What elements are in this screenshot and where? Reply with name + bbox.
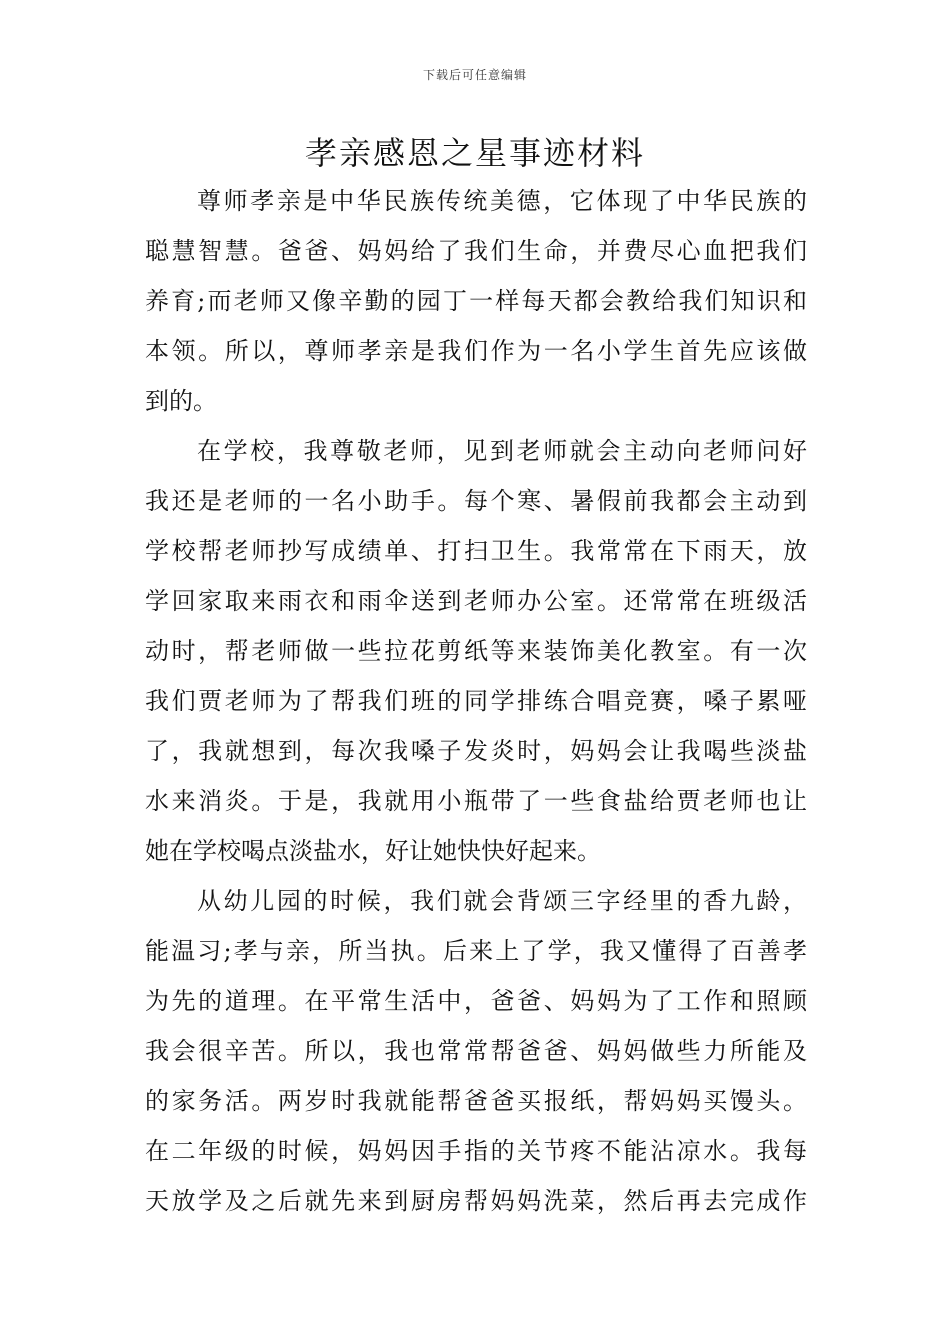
text-line: 聪慧智慧。爸爸、妈妈给了我们生命，并费尽心血把我们 [145, 237, 807, 265]
text-line: 从幼儿园的时候，我们就会背颂三字经里的香九龄， [197, 887, 807, 915]
page-header: 下载后可任意编辑 [422, 68, 527, 82]
text-line: 在学校，我尊敬老师，见到老师就会主动向老师问好 [197, 437, 807, 465]
text-line: 她在学校喝点淡盐水，好让她快快好起来。 [145, 837, 601, 865]
text-line: 为先的道理。在平常生活中，爸爸、妈妈为了工作和照顾 [145, 987, 807, 1015]
text-line: 了，我就想到，每次我嗓子发炎时，妈妈会让我喝些淡盐 [145, 737, 807, 765]
text-line: 天放学及之后就先来到厨房帮妈妈洗菜，然后再去完成作 [145, 1187, 807, 1215]
text-line: 水来消炎。于是，我就用小瓶带了一些食盐给贾老师也让 [145, 787, 807, 815]
document-title: 孝亲感恩之星事迹材料 [304, 134, 645, 172]
text-line: 在二年级的时候，妈妈因手指的关节疼不能沾凉水。我每 [145, 1137, 807, 1165]
text-line: 我会很辛苦。所以，我也常常帮爸爸、妈妈做些力所能及 [145, 1037, 807, 1065]
text-line: 我还是老师的一名小助手。每个寒、暑假前我都会主动到 [145, 487, 807, 515]
text-line: 本领。所以，尊师孝亲是我们作为一名小学生首先应该做 [145, 337, 807, 365]
text-line: 学校帮老师抄写成绩单、打扫卫生。我常常在下雨天，放 [145, 537, 807, 565]
text-line: 动时，帮老师做一些拉花剪纸等来装饰美化教室。有一次 [145, 637, 807, 665]
text-line: 的家务活。两岁时我就能帮爸爸买报纸，帮妈妈买馒头。 [145, 1087, 807, 1115]
text-line: 到的。 [145, 387, 217, 415]
text-line: 我们贾老师为了帮我们班的同学排练合唱竞赛，嗓子累哑 [145, 687, 807, 715]
text-line: 学回家取来雨衣和雨伞送到老师办公室。还常常在班级活 [145, 587, 807, 615]
text-line: 养育;而老师又像辛勤的园丁一样每天都会教给我们知识和 [145, 287, 807, 315]
text-line: 尊师孝亲是中华民族传统美德，它体现了中华民族的 [197, 187, 807, 215]
document-body [145, 176, 807, 1226]
text-line: 能温习;孝与亲，所当执。后来上了学，我又懂得了百善孝 [145, 937, 807, 965]
